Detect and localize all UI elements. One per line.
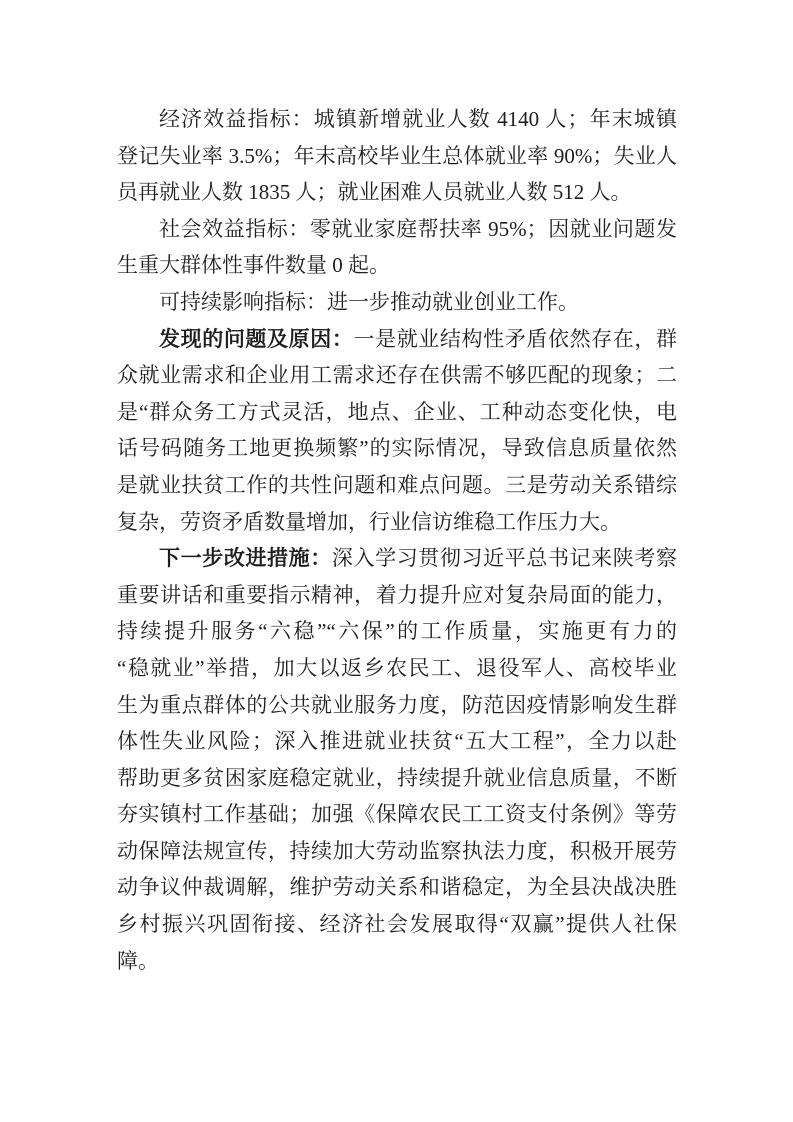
paragraph-social-benefit-indicators xyxy=(117,211,677,284)
document-body xyxy=(117,101,677,979)
paragraph-lead-bold: 下一步改进措施： xyxy=(159,546,332,571)
paragraph-economic-benefit-indicators xyxy=(117,101,677,211)
paragraph-problems-and-causes xyxy=(117,321,677,541)
text-line: 夯实镇村工作基础；加强《保障农民工工资支付条例》等劳 xyxy=(117,802,677,827)
text-line: 社会效益指标：零就业家庭帮扶率 95%；因就业问题发 xyxy=(159,216,677,241)
text-line: “稳就业”举措，加大以返乡农民工、退役军人、高校毕业 xyxy=(117,655,677,680)
paragraph-next-step-measures xyxy=(117,540,677,979)
text-line: 复杂，劳资矛盾数量增加，行业信访维稳工作压力大。 xyxy=(117,509,621,534)
paragraph-sustainable-impact-indicators xyxy=(117,284,677,321)
text-line: 动保障法规宣传，持续加大劳动监察执法力度，积极开展劳 xyxy=(117,838,677,863)
text-line: 动争议仲裁调解，维护劳动关系和谐稳定，为全县决战决胜 xyxy=(117,875,677,900)
text-line: 是“群众务工方式灵活，地点、企业、工种动态变化快，电 xyxy=(117,399,677,424)
text-line: 是就业扶贫工作的共性问题和难点问题。三是劳动关系错综 xyxy=(117,472,677,497)
text-line: 重要讲话和重要指示精神，着力提升应对复杂局面的能力， xyxy=(117,582,677,607)
text-line: 员再就业人数 1835 人；就业困难人员就业人数 512 人。 xyxy=(117,180,632,205)
text-line: 体性失业风险；深入推进就业扶贫“五大工程”，全力以赴 xyxy=(117,729,677,754)
text-line: 话号码随务工地更换频繁”的实际情况，导致信息质量依然 xyxy=(117,436,677,461)
text-line: 生为重点群体的公共就业服务力度，防范因疫情影响发生群 xyxy=(117,692,677,717)
text-line: 障。 xyxy=(117,948,159,973)
text-line: 帮助更多贫困家庭稳定就业，持续提升就业信息质量，不断 xyxy=(117,765,677,790)
text-line: 众就业需求和企业用工需求还存在供需不够匹配的现象；二 xyxy=(117,363,677,388)
paragraph-lead-bold: 发现的问题及原因： xyxy=(159,326,354,351)
text-line: 乡村振兴巩固衔接、经济社会发展取得“双赢”提供人社保 xyxy=(117,912,677,937)
text-line: 生重大群体性事件数量 0 起。 xyxy=(117,253,390,278)
text-line: 持续提升服务“六稳”“六保”的工作质量，实施更有力的 xyxy=(117,619,677,644)
text-line: 登记失业率 3.5%；年末高校毕业生总体就业率 90%；失业人 xyxy=(117,143,677,168)
text-line: 经济效益指标：城镇新增就业人数 4140 人；年末城镇 xyxy=(159,107,677,131)
text-line: 发现的问题及原因：一是就业结构性矛盾依然存在，群 xyxy=(159,326,677,351)
text-line: 可持续影响指标：进一步推动就业创业工作。 xyxy=(159,289,579,314)
text-line: 下一步改进措施：深入学习贯彻习近平总书记来陕考察 xyxy=(159,546,677,571)
